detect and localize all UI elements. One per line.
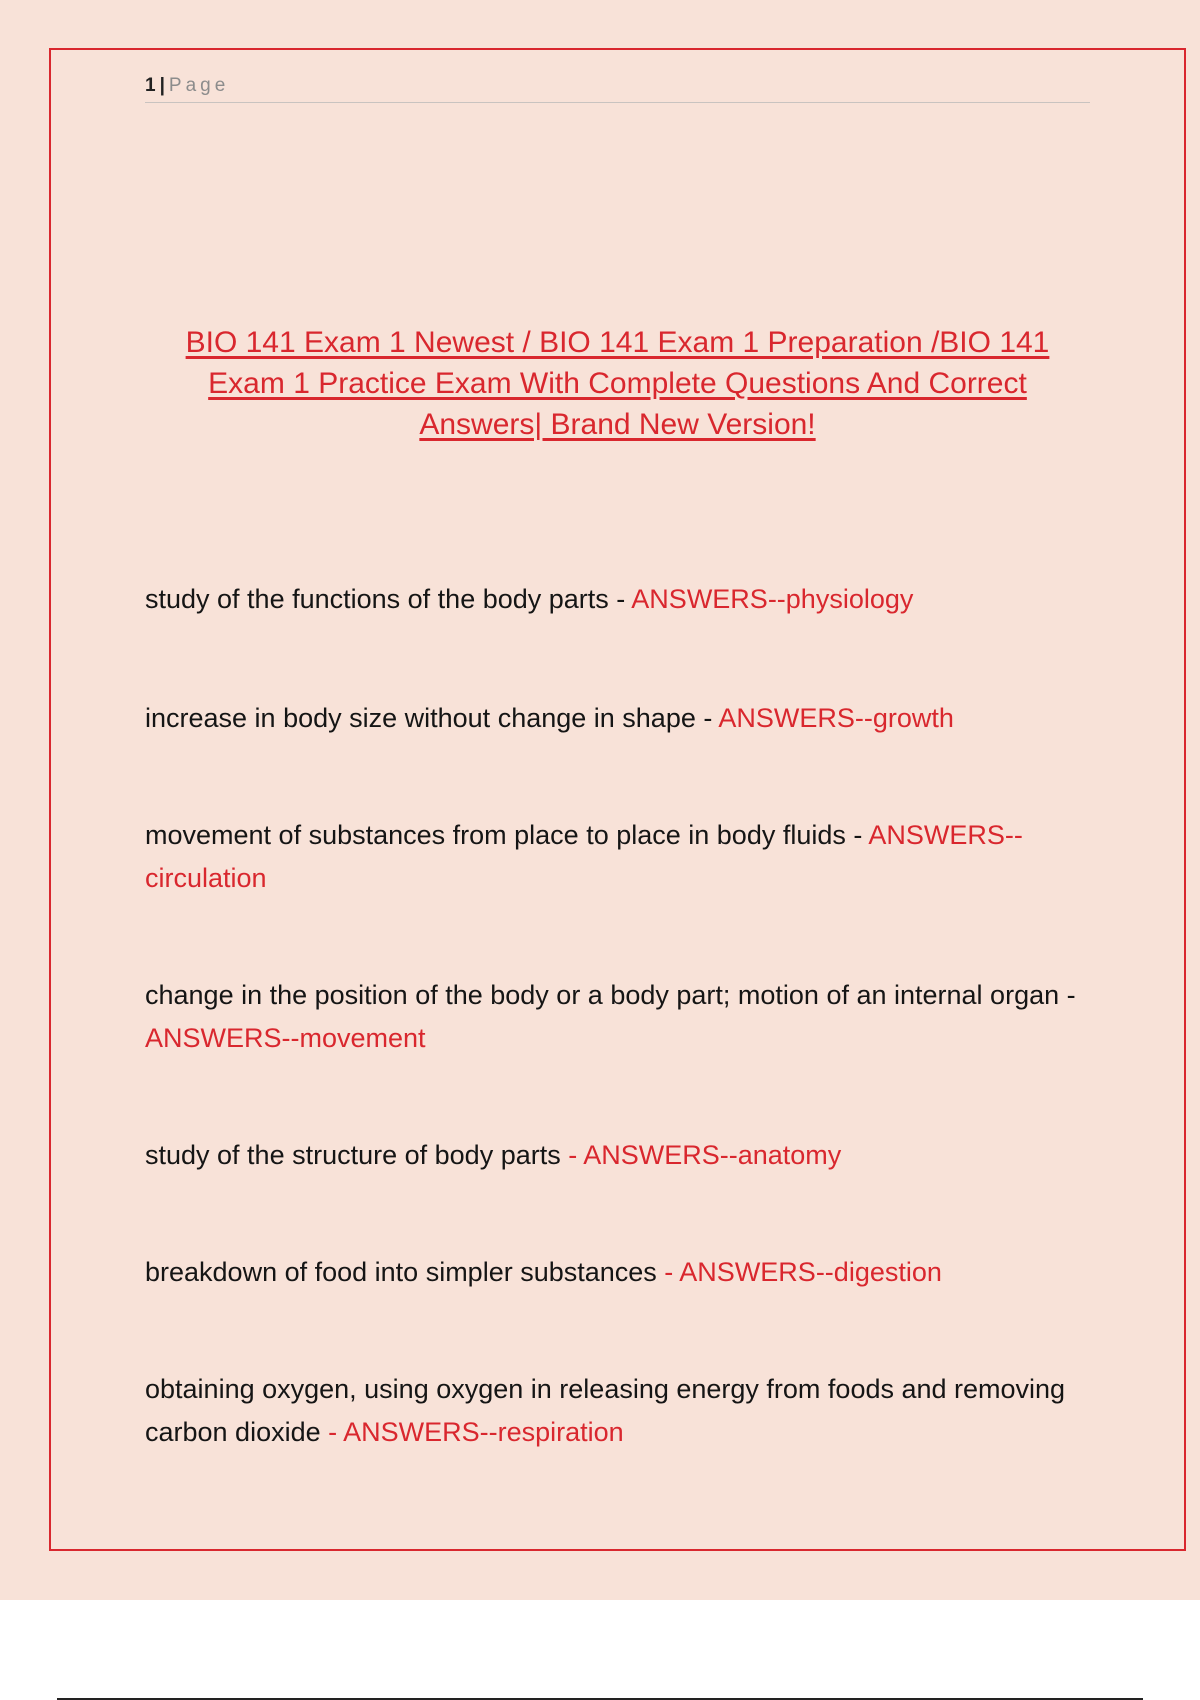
qa-item-physiology [145, 578, 1090, 621]
qa-item-anatomy [145, 1134, 1090, 1177]
page-border-frame [49, 48, 1186, 1551]
answer-text: ANSWERS--physiology [631, 584, 914, 614]
page-number: 1 [145, 75, 156, 96]
question-text: breakdown of food into simpler substances [145, 1257, 665, 1287]
page-header [145, 74, 1090, 103]
document-title: BIO 141 Exam 1 Newest / BIO 141 Exam 1 Preparation /BIO 141 Exam 1 Practice Exam With Complete Questions And Correct Answers| Brand New Version! [185, 326, 1050, 441]
qa-item-respiration [145, 1368, 1090, 1454]
question-text: study of the structure of body parts [145, 1140, 569, 1170]
answer-text: ANSWERS--growth [718, 703, 954, 733]
answer-text: - ANSWERS--respiration [328, 1417, 624, 1447]
qa-item-growth [145, 697, 1090, 740]
page-separator: | [159, 75, 165, 96]
qa-item-movement [145, 974, 1090, 1060]
question-text: increase in body size without change in shape - [145, 703, 719, 733]
question-text: study of the functions of the body parts - [145, 584, 632, 614]
answer-text: - ANSWERS--digestion [664, 1257, 942, 1287]
answer-text: ANSWERS--movement [145, 1023, 426, 1053]
qa-item-digestion [145, 1251, 1090, 1294]
page-label: Page [168, 75, 230, 96]
answer-text: - ANSWERS--anatomy [568, 1140, 842, 1170]
qa-item-circulation [145, 814, 1090, 900]
answer-text: ANSWERS--circulation [145, 820, 1023, 893]
question-text: obtaining oxygen, using oxygen in releasing energy from foods and removing carbon dioxide [145, 1374, 1066, 1447]
question-text: movement of substances from place to place in body fluids - [145, 820, 869, 850]
question-text: change in the position of the body or a body part; motion of an internal organ - [145, 980, 1076, 1010]
